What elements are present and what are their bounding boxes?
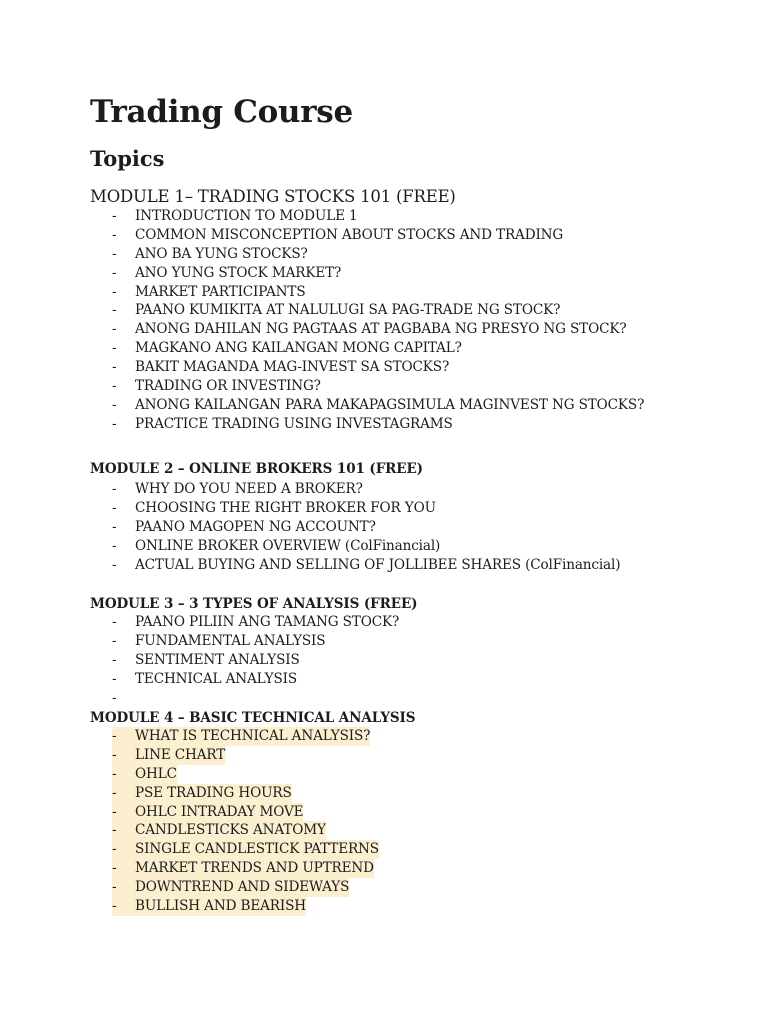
topic-label: ANONG KAILANGAN PARA MAKAPAGSIMULA MAGINVEST NG STOCKS? — [135, 396, 645, 413]
module-3-topic-list — [112, 613, 399, 707]
module-3-heading: MODULE 3 – 3 TYPES OF ANALYSIS (FREE) — [90, 596, 418, 612]
topic-list-item — [112, 537, 620, 556]
topic-label: PAANO KUMIKITA AT NALULUGI SA PAG-TRADE NG STOCK? — [135, 302, 561, 319]
list-bullet-dash: - — [112, 518, 117, 535]
topic-list-item — [112, 556, 620, 575]
list-bullet-dash: - — [112, 840, 135, 859]
topic-list-item — [112, 518, 620, 537]
list-bullet-dash: - — [112, 396, 117, 413]
topic-list-item — [112, 840, 379, 859]
list-bullet-dash: - — [112, 415, 117, 432]
list-bullet-dash: - — [112, 821, 135, 840]
topic-label: TRADING OR INVESTING? — [135, 378, 321, 395]
topic-list-item — [112, 358, 644, 377]
topic-list-item — [112, 803, 379, 822]
list-bullet-dash: - — [112, 556, 117, 573]
topic-list-item — [112, 859, 379, 878]
topic-list-item — [112, 226, 644, 245]
module-4-heading: MODULE 4 – BASIC TECHNICAL ANALYSIS — [90, 710, 416, 726]
topic-list-item — [112, 396, 644, 415]
topic-label: FUNDAMENTAL ANALYSIS — [135, 632, 326, 649]
list-bullet-dash: - — [112, 481, 117, 497]
topic-label: OHLC INTRADAY MOVE — [135, 803, 304, 820]
topic-list-item — [112, 746, 379, 765]
topic-label: MARKET PARTICIPANTS — [135, 283, 306, 300]
list-bullet-dash: - — [112, 302, 117, 319]
topic-label: SENTIMENT ANALYSIS — [135, 651, 300, 668]
topic-list-item — [112, 765, 379, 784]
topic-list-item — [112, 283, 644, 302]
module-4-topic-list — [112, 727, 379, 916]
topic-list-item — [112, 670, 399, 689]
topic-label: DOWNTREND AND SIDEWAYS — [135, 879, 350, 896]
list-bullet-dash: - — [112, 245, 117, 262]
topic-list-item — [112, 878, 379, 897]
list-bullet-dash: - — [112, 878, 135, 897]
topic-list-item — [112, 301, 644, 320]
list-bullet-dash: - — [112, 226, 117, 243]
list-bullet-dash: - — [112, 614, 117, 630]
topic-label: LINE CHART — [135, 746, 226, 763]
list-bullet-dash: - — [112, 537, 117, 554]
topic-label: OHLC — [135, 765, 177, 782]
document-title: Trading Course — [90, 94, 353, 130]
topic-label: CHOOSING THE RIGHT BROKER FOR YOU — [135, 499, 436, 516]
list-bullet-dash: - — [112, 803, 135, 822]
module-2-heading: MODULE 2 – ONLINE BROKERS 101 (FREE) — [90, 461, 423, 477]
topic-label: WHAT IS TECHNICAL ANALYSIS? — [135, 728, 371, 744]
topic-list-item — [112, 320, 644, 339]
list-bullet-dash: - — [112, 283, 117, 300]
topic-list-item — [112, 651, 399, 670]
list-bullet-dash: - — [112, 632, 117, 649]
topic-label: INTRODUCTION TO MODULE 1 — [135, 208, 358, 224]
topic-list-item — [112, 499, 620, 518]
list-bullet-dash: - — [112, 340, 117, 357]
topic-list-item — [112, 897, 379, 916]
topic-list-item — [112, 207, 644, 226]
topic-list-item — [112, 377, 644, 396]
list-bullet-dash: - — [112, 264, 117, 281]
topic-list-item — [112, 339, 644, 358]
list-bullet-dash: - — [112, 784, 135, 803]
module-2-topic-list — [112, 480, 620, 574]
topics-heading: Topics — [90, 146, 165, 171]
topic-list-item — [112, 264, 644, 283]
module-1-heading: MODULE 1– TRADING STOCKS 101 (FREE) — [90, 187, 456, 206]
topic-list-item — [112, 480, 620, 499]
topic-label: ANONG DAHILAN NG PAGTAAS AT PAGBABA NG PRESYO NG STOCK? — [135, 321, 627, 338]
topic-label: BAKIT MAGANDA MAG-INVEST SA STOCKS? — [135, 359, 450, 376]
list-bullet-dash: - — [112, 727, 135, 746]
topic-label: PAANO PILIIN ANG TAMANG STOCK? — [135, 614, 400, 630]
topic-list-item — [112, 632, 399, 651]
topic-list-item — [112, 727, 379, 746]
topic-list-item — [112, 415, 644, 434]
list-bullet-dash: - — [112, 746, 135, 765]
list-bullet-dash: - — [112, 378, 117, 395]
topic-label: WHY DO YOU NEED A BROKER? — [135, 481, 363, 497]
topic-label: CANDLESTICKS ANATOMY — [135, 822, 326, 839]
topic-label: MAGKANO ANG KAILANGAN MONG CAPITAL? — [135, 340, 462, 357]
topic-list-item — [112, 613, 399, 632]
module-1-topic-list — [112, 207, 644, 434]
topic-list-item — [112, 689, 399, 708]
list-bullet-dash: - — [112, 321, 117, 338]
topic-list-item — [112, 245, 644, 264]
list-bullet-dash: - — [112, 499, 117, 516]
topic-label: COMMON MISCONCEPTION ABOUT STOCKS AND TRADING — [135, 226, 564, 243]
topic-list-item — [112, 784, 379, 803]
topic-label: ONLINE BROKER OVERVIEW (ColFinancial) — [135, 537, 441, 554]
topic-label: ACTUAL BUYING AND SELLING OF JOLLIBEE SHARES (ColFinancial) — [135, 556, 621, 573]
topic-label: BULLISH AND BEARISH — [135, 898, 306, 915]
list-bullet-dash: - — [112, 689, 117, 706]
topic-label: ANO YUNG STOCK MARKET? — [135, 264, 342, 281]
topic-label: PSE TRADING HOURS — [135, 784, 292, 801]
topic-label: PRACTICE TRADING USING INVESTAGRAMS — [135, 415, 453, 432]
list-bullet-dash: - — [112, 765, 135, 784]
topic-list-item — [112, 821, 379, 840]
list-bullet-dash: - — [112, 359, 117, 376]
topic-label: MARKET TRENDS AND UPTREND — [135, 860, 374, 877]
topic-label: TECHNICAL ANALYSIS — [135, 670, 298, 687]
list-bullet-dash: - — [112, 670, 117, 687]
list-bullet-dash: - — [112, 651, 117, 668]
topic-label: PAANO MAGOPEN NG ACCOUNT? — [135, 518, 376, 535]
list-bullet-dash: - — [112, 208, 117, 224]
list-bullet-dash: - — [112, 897, 135, 916]
topic-label: SINGLE CANDLESTICK PATTERNS — [135, 841, 379, 858]
list-bullet-dash: - — [112, 859, 135, 878]
topic-label: ANO BA YUNG STOCKS? — [135, 245, 308, 262]
